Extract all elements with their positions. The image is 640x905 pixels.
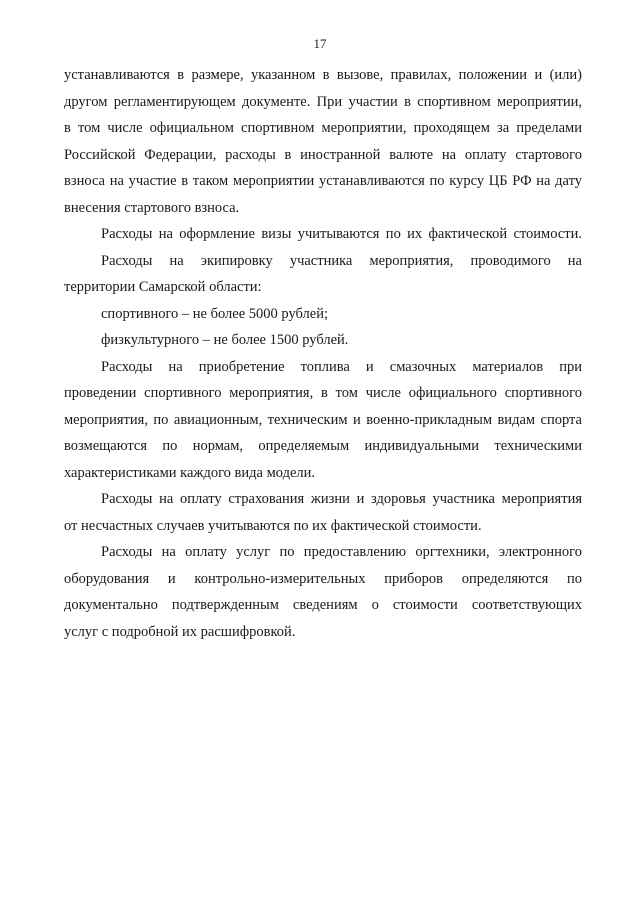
text-line: в том числе официальном спортивном мероприятии, проходящем за пределами <box>64 120 582 136</box>
text-line: оборудования и контрольно-измерительных приборов определяются по <box>64 570 582 587</box>
text-line: спортивного – не более 5000 рублей; <box>101 305 329 322</box>
text-line: Расходы на оформление визы учитываются по их фактической стоимости. <box>101 226 582 242</box>
text-line: от несчастных случаев учитываются по их фактической стоимости. <box>64 517 482 534</box>
text-line: территории Самарской области: <box>64 279 262 295</box>
text-line: мероприятия, по авиационным, техническим и военно-прикладным видам спорта <box>64 411 582 428</box>
text-line: Расходы на оплату страхования жизни и здоровья участника мероприятия <box>101 491 582 507</box>
text-line: устанавливаются в размере, указанном в вызове, правилах, положении и (или) <box>64 67 582 83</box>
page-number: 17 <box>313 36 327 51</box>
text-line: Российской Федерации, расходы в иностранной валюте на оплату стартового <box>64 146 582 163</box>
text-line: проведении спортивного мероприятия, в том числе официального спортивного <box>64 385 582 401</box>
text-line: документально подтвержденным сведениям о стоимости соответствующих <box>64 597 582 613</box>
text-line: физкультурного – не более 1500 рублей. <box>101 332 349 348</box>
document-body <box>64 62 582 645</box>
text-line: другом регламентирующем документе. При участии в спортивном мероприятии, <box>64 93 582 110</box>
text-line: возмещаются по нормам, определяемым индивидуальными техническими <box>64 438 582 454</box>
text-line: внесения стартового взноса. <box>64 199 240 216</box>
text-line: Расходы на оплату услуг по предоставлению оргтехники, электронного <box>101 544 582 560</box>
text-line: услуг с подробной их расшифровкой. <box>64 623 296 640</box>
text-line: взноса на участие в таком мероприятии устанавливаются по курсу ЦБ РФ на дату <box>64 173 582 189</box>
text-line: Расходы на экипировку участника мероприятия, проводимого на <box>101 252 582 269</box>
text-line: Расходы на приобретение топлива и смазочных материалов при <box>101 358 582 375</box>
text-line: характеристиками каждого вида модели. <box>64 464 316 481</box>
